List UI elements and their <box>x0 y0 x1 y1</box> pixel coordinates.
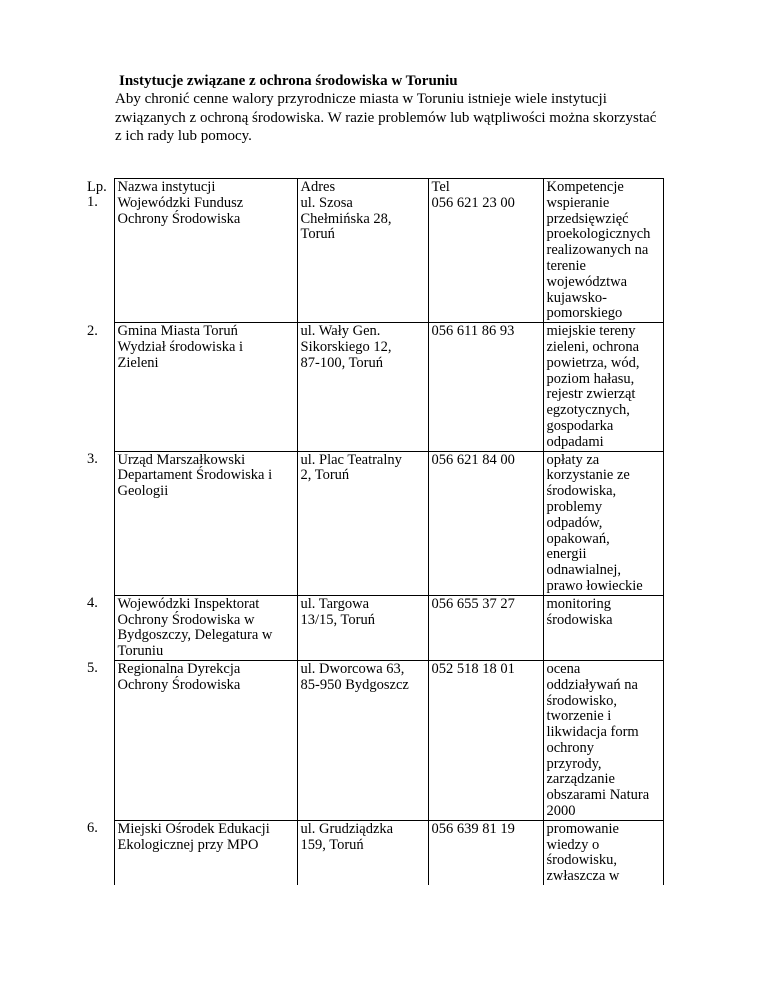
cell-tel: 052 518 18 01 <box>428 660 543 820</box>
intro-line: związanych z ochroną środowiska. W razie problemów lub wątpliwości można skorzystać <box>115 109 657 126</box>
intro-line: z ich rady lub pomocy. <box>115 128 252 145</box>
intro-paragraph <box>115 90 675 146</box>
cell-tel: 056 639 81 19 <box>428 820 543 885</box>
table-row <box>86 595 663 660</box>
cell-address: ul. Dworcowa 63, 85-950 Bydgoszcz <box>297 660 428 820</box>
header-address: Adres ul. Szosa Chełmińska 28, Toruń <box>297 179 428 323</box>
cell-tel: 056 655 37 27 <box>428 595 543 660</box>
cell-address: ul. Wały Gen. Sikorskiego 12, 87-100, Toruń <box>297 323 428 451</box>
cell-tel: 056 621 84 00 <box>428 451 543 595</box>
cell-address: ul. Plac Teatralny 2, Toruń <box>297 451 428 595</box>
cell-lp: 4. <box>87 595 98 612</box>
table-row <box>86 451 663 595</box>
cell-competence: promowanie wiedzy o środowisku, zwłaszcza w <box>543 820 663 885</box>
table-row <box>86 660 663 820</box>
cell-address: ul. Grudziądzka 159, Toruń <box>297 820 428 885</box>
intro-line: Aby chronić cenne walory przyrodnicze miasta w Toruniu istnieje wiele instytucji <box>115 91 607 107</box>
cell-competence: monitoring środowiska <box>543 595 663 660</box>
header-tel: Tel 056 621 23 00 <box>428 179 543 323</box>
header-name: Nazwa instytucji Wojewódzki Fundusz Ochrony Środowiska <box>114 179 297 323</box>
cell-name: Regionalna Dyrekcja Ochrony Środowiska <box>114 660 297 820</box>
cell-name: Urząd Marszałkowski Departament Środowiska i Geologii <box>114 451 297 595</box>
header-lp: Lp. 1. <box>87 178 107 211</box>
table-row <box>86 820 663 885</box>
header-competence: Kompetencje wspieranie przedsięwzięć proekologicznych realizowanych na terenie województwa kujawsko- pomorskiego <box>543 179 663 323</box>
document-title: Instytucje związane z ochrona środowiska w Toruniu <box>119 73 458 89</box>
cell-competence: miejskie tereny zieleni, ochrona powietrza, wód, poziom hałasu, rejestr zwierząt egzotycznych, gospodarka odpadami <box>543 323 663 451</box>
cell-address: ul. Targowa 13/15, Toruń <box>297 595 428 660</box>
cell-lp: 6. <box>87 820 98 837</box>
institutions-table <box>86 178 664 885</box>
table-row <box>86 323 663 451</box>
cell-lp: 3. <box>87 451 98 468</box>
cell-name: Wojewódzki Inspektorat Ochrony Środowiska w Bydgoszczy, Delegatura w Toruniu <box>114 595 297 660</box>
cell-name: Miejski Ośrodek Edukacji Ekologicznej przy MPO <box>114 820 297 885</box>
table-header-row <box>86 179 663 323</box>
cell-lp: 2. <box>87 322 98 339</box>
cell-competence: ocena oddziaływań na środowisko, tworzenie i likwidacja form ochrony przyrody, zarządzanie obszarami Natura 2000 <box>543 660 663 820</box>
cell-tel: 056 611 86 93 <box>428 323 543 451</box>
cell-competence: opłaty za korzystanie ze środowiska, problemy odpadów, opakowań, energii odnawialnej, prawo łowieckie <box>543 451 663 595</box>
cell-name: Gmina Miasta Toruń Wydział środowiska i Zieleni <box>114 323 297 451</box>
cell-lp: 5. <box>87 660 98 677</box>
